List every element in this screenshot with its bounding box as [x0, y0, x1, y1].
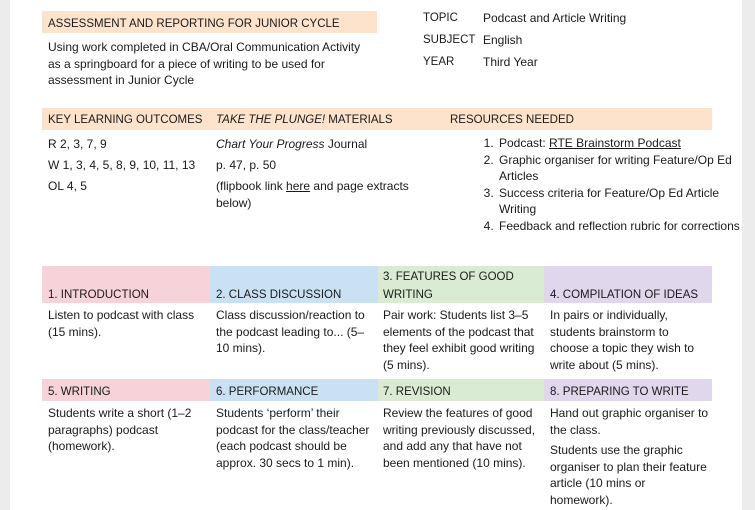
resource-item-1-prefix: Podcast: [499, 136, 550, 150]
header-title: ASSESSMENT AND REPORTING FOR JUNIOR CYCLE [48, 18, 340, 30]
step-4-title: 4. COMPILATION OF IDEAS [550, 289, 699, 301]
meta-topic-label: TOPIC [423, 12, 458, 24]
meta-subject-value: English [483, 33, 523, 47]
resource-item-1 [497, 135, 747, 152]
step-1-body: Listen to podcast with class (15 mins). [48, 308, 195, 339]
materials-heading [216, 112, 393, 128]
step-8-title: 8. PREPARING TO WRITE [550, 386, 689, 398]
step-6-body: Students ‘perform’ their podcast for the class/teacher (each podcast should be approx. 30 secs to 1 min). [216, 406, 370, 470]
flipbook-link[interactable]: here [286, 179, 311, 193]
materials-journal-title: Chart Your Progress [216, 137, 325, 151]
step-8-body2: Students use the graphic organiser to plan their feature article (10 mins or homework). [550, 443, 707, 507]
step-2-title: 2. CLASS DISCUSSION [216, 289, 342, 301]
materials-heading-rest: MATERIALS [325, 114, 393, 126]
step-5-body: Students write a short (1–2 paragraphs) podcast (homework). [48, 406, 192, 453]
flipbook-suffix: and page extracts below) [216, 179, 409, 210]
step-7-body: Review the features of good writing previously discussed, and add any that have not been mentioned (10 mins). [383, 406, 536, 470]
step-1-title: 1. INTRODUCTION [48, 289, 149, 301]
outcome-line-2: W 1, 3, 4, 5, 8, 9, 10, 11, 13 [48, 158, 196, 172]
step-8-body: Hand out graphic organiser to the class. [550, 406, 709, 437]
resource-item-3: 3. Success criteria for Feature/Op Ed Article Writing [497, 185, 747, 218]
step-4-body: In pairs or individually, students brainstorm to choose a topic they wish to write about (5 mins). [550, 308, 695, 372]
resources-list [475, 135, 747, 234]
materials-pages: p. 47, p. 50 [216, 158, 277, 172]
meta-year-label: YEAR [423, 56, 455, 68]
resource-item-4: 4. Feedback and reflection rubric for corrections [497, 218, 747, 235]
meta-subject-label: SUBJECT [423, 34, 476, 46]
materials-flipbook [216, 178, 441, 211]
outcome-line-1: R 2, 3, 7, 9 [48, 137, 107, 151]
step-5-title: 5. WRITING [48, 386, 111, 398]
outcomes-heading: KEY LEARNING OUTCOMES [48, 114, 203, 126]
materials-journal-suffix: Journal [324, 137, 368, 151]
header-description: Using work completed in CBA/Oral Communication Activity as a springboard for a piece of writing to be used for assessment in Junior Cycle [48, 40, 361, 87]
outcome-line-3: OL 4, 5 [48, 179, 87, 193]
resources-heading: RESOURCES NEEDED [450, 114, 574, 126]
step-3-body: Pair work: Students list 3–5 elements of the podcast that they feel exhibit good writing (5 mins). [383, 308, 535, 372]
step-2-body: Class discussion/reaction to the podcast leading to... (5–10 mins). [216, 308, 365, 355]
step-3-title-line2: WRITING [383, 289, 433, 301]
materials-heading-italic: TAKE THE PLUNGE! [216, 114, 326, 126]
meta-topic-value: Podcast and Article Writing [483, 11, 627, 25]
resource-item-2: 2. Graphic organiser for writing Feature/Op Ed Articles [497, 152, 747, 185]
step-7-title: 7. REVISION [383, 386, 451, 398]
left-margin [0, 0, 10, 510]
right-margin [742, 0, 755, 510]
materials-journal [216, 136, 367, 153]
step-3-title-line1: 3. FEATURES OF GOOD [383, 271, 514, 283]
flipbook-prefix: (flipbook link [216, 179, 287, 193]
meta-year-value: Third Year [483, 55, 538, 69]
step-6-title: 6. PERFORMANCE [216, 386, 319, 398]
podcast-link[interactable]: RTE Brainstorm Podcast [549, 136, 681, 150]
